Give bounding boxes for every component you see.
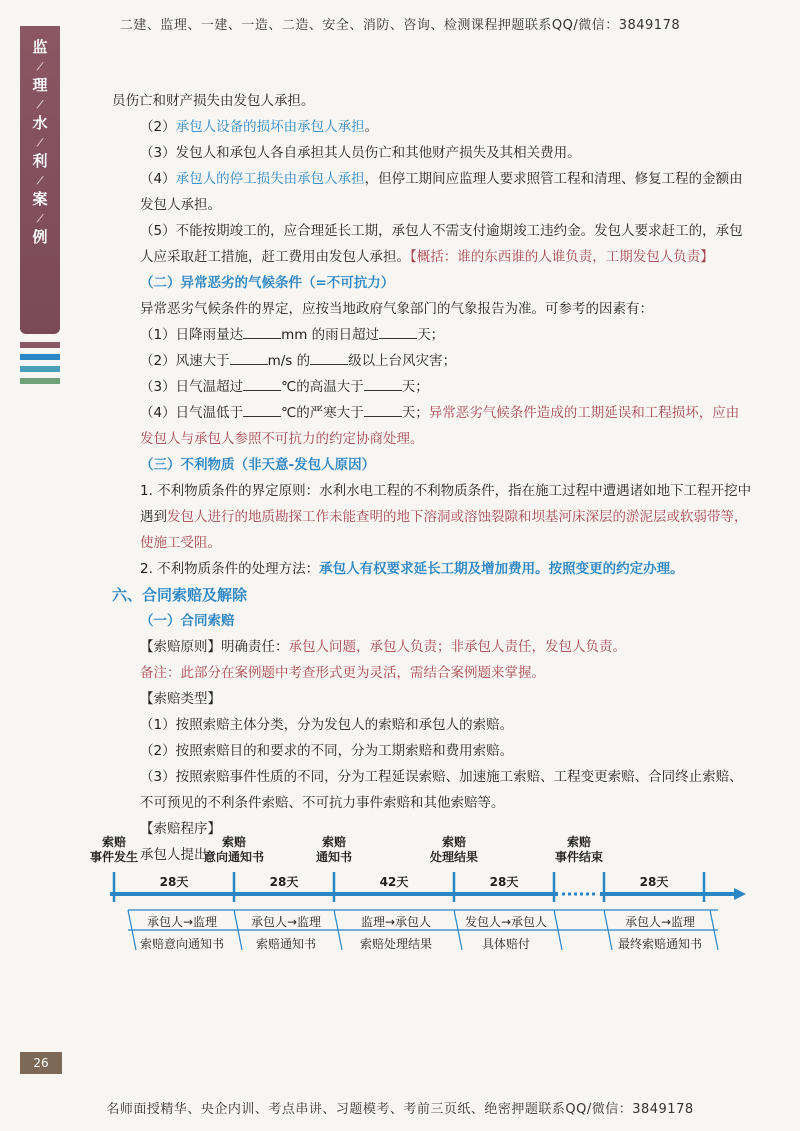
flow-document: 最终索赔通知书 (617, 937, 702, 951)
blank-line (230, 350, 268, 365)
blank-line (310, 350, 348, 365)
text-span: ℃的严寒大于 (281, 405, 364, 421)
duration-label: 42天 (379, 875, 409, 889)
blank-line (243, 402, 281, 417)
flow-direction: 发包人→承包人 (464, 915, 548, 929)
remark-note: 备注：此部分在案例题中考查形式更为灵活，需结合案例题来掌握。 (140, 665, 545, 681)
summary-note: 发包人进行的地质勘探工作未能查明的地下溶洞或溶蚀裂隙和坝基河床深层的淤泥层或软弱带等，使施工受阻。 (140, 509, 748, 551)
paragraph (112, 218, 752, 270)
blank-line (243, 376, 281, 391)
paragraph (112, 478, 752, 556)
text-span: 1. 不利物质条件的界定原则：水利水电工程的不利物质条件，指在施工过程中遭遇诸如地下工程开挖中遇到 (140, 483, 752, 525)
paragraph: 【索赔类型】 (140, 691, 221, 707)
main-content (112, 88, 752, 868)
node-line: 索赔 (566, 835, 591, 849)
paragraph (112, 556, 752, 582)
flow-direction: 承包人→监理 (250, 915, 322, 929)
paragraph (112, 374, 752, 400)
section-heading: （一）合同索赔 (140, 613, 235, 629)
blank-line (379, 324, 417, 339)
summary-note: 承包人问题，承包人负责；非承包人责任，发包人负责。 (288, 639, 626, 655)
paragraph: 异常恶劣气候条件的界定，应按当地政府气象部门的气象报告为准。可参考的因素有： (140, 301, 653, 317)
paragraph: 员伤亡和财产损失由发包人承担。 (112, 93, 315, 109)
stripe-decoration (20, 342, 60, 348)
text-span: （5）不能按期竣工的，应合理延长工期，承包人不需支付逾期竣工违约金。发包人要求赶工的，承包人应采取赶工措施，赶工费用由发包人承担。 (140, 223, 743, 265)
side-char: 例 (32, 228, 48, 246)
paragraph (112, 634, 752, 660)
section-heading: （三）不利物质（非天意-发包人原因） (140, 457, 376, 473)
duration-label: 28天 (159, 875, 189, 889)
node-line: 事件结束 (554, 850, 603, 864)
text-span: 天； (417, 327, 445, 343)
node-line: 索赔 (321, 835, 346, 849)
highlight-text: 承包人设备的损坏由承包人承担 (175, 119, 365, 135)
highlight-text: 承包人有权要求延长工期及增加费用。按照变更的约定办理。 (319, 561, 684, 577)
text-span: 。 (364, 119, 379, 135)
paragraph: （1）按照索赔主体分类，分为发包人的索赔和承包人的索赔。 (140, 717, 514, 733)
side-char: 利 (32, 152, 48, 170)
text-span: （4）日气温低于 (140, 405, 244, 421)
stripe-decoration (20, 378, 60, 384)
section-heading: （二）异常恶劣的气候条件（=不可抗力） (140, 275, 395, 291)
flow-direction: 监理→承包人 (360, 915, 432, 929)
text-span: 【索赔原则】明确责任： (140, 639, 289, 655)
arrow-head-icon (734, 888, 746, 900)
highlight-text: 承包人的停工损失由承包人承担 (175, 171, 365, 187)
text-span: 天； (401, 405, 429, 421)
duration-label: 28天 (639, 875, 669, 889)
paragraph: （3）按照索赔事件性质的不同，分为工程延误索赔、加速施工索赔、工程变更索赔、合同终止索赔、不可预见的不利条件索赔、不可抗力事件索赔和其他索赔等。 (140, 769, 743, 811)
text-span: （1）日降雨量达 (140, 327, 244, 343)
slash-divider: / (35, 58, 45, 74)
text-span: m/s 的 (267, 353, 311, 369)
item-number: （4） (140, 171, 176, 187)
node-line: 索赔 (441, 835, 466, 849)
paragraph (112, 166, 752, 218)
claim-timeline (89, 830, 748, 960)
duration-label: 28天 (489, 875, 519, 889)
text-span: （2）风速大于 (140, 353, 230, 369)
chapter-heading: 六、合同索赔及解除 (112, 586, 248, 604)
text-span: 天； (401, 379, 429, 395)
slash-divider: / (35, 134, 45, 150)
text-span: （3）日气温超过 (140, 379, 244, 395)
node-line: 意向通知书 (203, 850, 264, 864)
slash-divider: / (35, 172, 45, 188)
flow-direction: 承包人→监理 (624, 915, 696, 929)
text-span: mm 的雨日超过 (281, 327, 380, 343)
stripe-decoration (20, 354, 60, 360)
flow-document: 索赔通知书 (255, 937, 316, 951)
item-number: （2） (140, 119, 176, 135)
blank-line (364, 376, 402, 391)
text-span: ℃的高温大于 (281, 379, 364, 395)
paragraph: 【索赔程序】 (140, 821, 221, 837)
timeline-node-label (419, 835, 489, 865)
timeline-node-label (199, 835, 269, 865)
paragraph: （3）发包人和承包人各自承担其人员伤亡和其他财产损失及其相关费用。 (140, 145, 581, 161)
paragraph (112, 348, 752, 374)
node-line: 索赔 (101, 835, 126, 849)
side-char: 理 (32, 76, 48, 94)
timeline-node-label (544, 835, 614, 865)
stripe-decoration (20, 366, 60, 372)
flow-document: 具体赔付 (481, 937, 530, 951)
paragraph (112, 114, 752, 140)
duration-label: 28天 (269, 875, 299, 889)
side-char: 案 (32, 190, 48, 208)
paragraph (112, 322, 752, 348)
side-char: 水 (32, 114, 48, 132)
blank-line (243, 324, 281, 339)
page-header: 二建、监理、一建、一造、二造、安全、消防、咨询、检测课程押题联系QQ/微信：3849178 (119, 18, 681, 33)
flow-document: 索赔处理结果 (359, 937, 432, 951)
summary-note: 异常恶劣气候条件造成的工期延误和工程损坏，应由发包人与承包人参照不可抗力的约定协商处理。 (140, 405, 740, 447)
slash-divider: / (35, 96, 45, 112)
node-line: 事件发生 (89, 850, 138, 864)
flow-document: 索赔意向通知书 (139, 937, 224, 951)
timeline-node-label (299, 835, 369, 865)
slash-divider: / (35, 210, 45, 226)
side-char: 监 (32, 38, 48, 56)
node-line: 索赔 (221, 835, 246, 849)
node-line: 处理结果 (429, 850, 478, 864)
node-line: 通知书 (315, 850, 352, 864)
text-span: ，但停工期间应监理人要求照管工程和清理、修复工程的金额由发包人承担。 (140, 171, 743, 213)
timeline-node-label (79, 835, 149, 865)
flow-direction: 承包人→监理 (146, 915, 218, 929)
side-chapter-tab (20, 26, 60, 334)
paragraph: 承包人提出 (140, 847, 208, 863)
page-number: 26 (20, 1052, 62, 1074)
text-span: 2. 不利物质条件的处理方法： (140, 561, 320, 577)
paragraph (112, 400, 752, 452)
summary-note: 【概括：谁的东西谁的人谁负责，工期发包人负责】 (410, 249, 714, 265)
paragraph: （2）按照索赔目的和要求的不同，分为工期索赔和费用索赔。 (140, 743, 514, 759)
page-footer: 名师面授精华、央企内训、考点串讲、习题模考、考前三页纸、绝密押题联系QQ/微信：3849178 (106, 1102, 694, 1117)
blank-line (364, 402, 402, 417)
text-span: 级以上台风灾害； (348, 353, 457, 369)
